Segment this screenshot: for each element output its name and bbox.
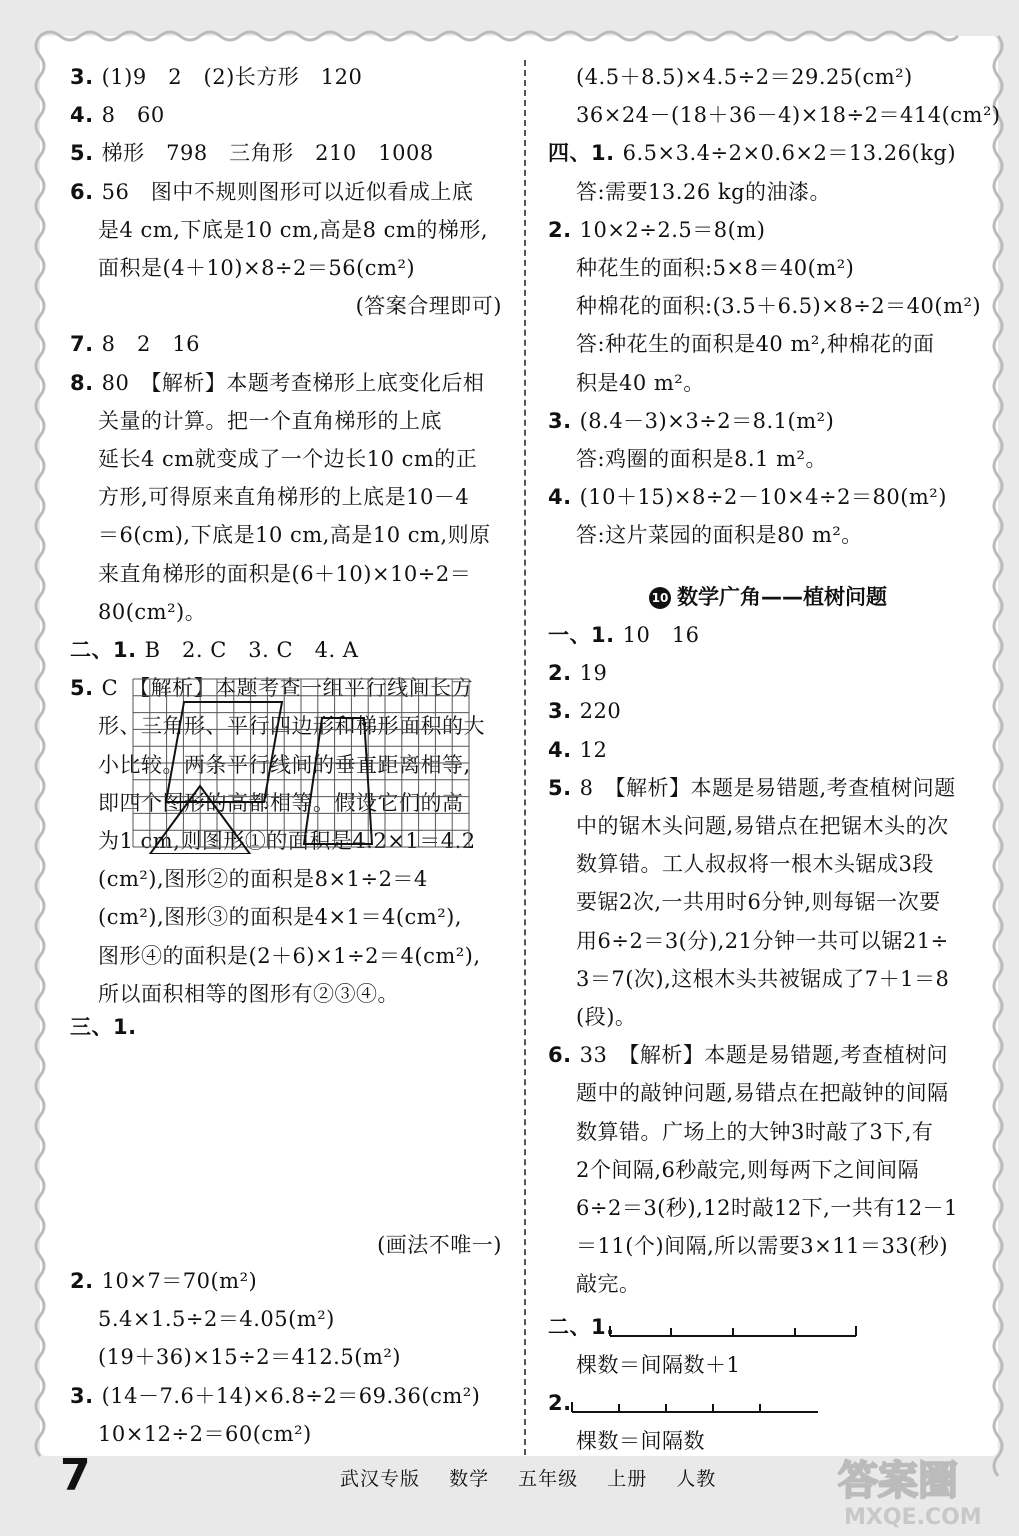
formula-1: 棵数＝间隔数＋1 xyxy=(576,1353,741,1377)
answer-line xyxy=(70,631,358,669)
answer-text: 题中的敲钟问题,易错点在把敲钟的间隔 xyxy=(576,1081,949,1106)
question-number: 5. xyxy=(70,141,94,166)
answer-text: 即四个图形的高都相等。假设它们的高 xyxy=(98,790,464,815)
book-info xyxy=(340,1464,738,1491)
answer-line xyxy=(70,211,488,249)
volume: 上册 xyxy=(607,1468,648,1490)
answer-line xyxy=(70,134,434,172)
question-number: 4. xyxy=(548,485,572,510)
question-number: 4. xyxy=(548,737,572,762)
answer-line xyxy=(70,402,442,440)
question-number: 7. xyxy=(70,332,94,357)
formula-2: 棵数＝间隔数 xyxy=(576,1429,705,1453)
answer-text: 种棉花的面积:(3.5＋6.5)×8÷2＝40(m²) xyxy=(576,294,982,319)
answer-line xyxy=(70,1262,257,1300)
answer-text: (14－7.6＋14)×6.8÷2＝69.36(cm²) xyxy=(101,1383,481,1408)
question-number: 三、1. xyxy=(70,1015,137,1039)
answer-line xyxy=(548,1151,919,1189)
answer-line xyxy=(548,692,621,730)
answer-text: (cm²),图形②的面积是8×1÷2＝4 xyxy=(98,867,428,892)
answer-line xyxy=(548,173,831,211)
page-number: 7 xyxy=(60,1450,91,1501)
subject: 数学 xyxy=(449,1468,490,1490)
answer-text: 10×12÷2＝60(cm²) xyxy=(98,1421,312,1446)
svg-text:MXQE.COM: MXQE.COM xyxy=(844,1505,982,1530)
answer-text: 56 图中不规则图形可以近似看成上底 xyxy=(101,179,474,204)
answer-line xyxy=(548,1189,958,1227)
answer-line xyxy=(548,402,834,440)
answer-text: 来直角梯形的面积是(6＋10)×10÷2＝ xyxy=(98,561,472,586)
answer-line xyxy=(70,478,469,516)
answer-text: 8 2 16 xyxy=(101,332,201,357)
question-number: 6. xyxy=(548,1043,572,1068)
answer-line xyxy=(70,325,200,363)
tree-line-diagram-2 xyxy=(570,1396,822,1416)
answer-text: (8.4－3)×3÷2＝8.1(m²) xyxy=(579,408,835,433)
answer-line xyxy=(70,58,362,96)
answer-text: (段)。 xyxy=(576,1005,637,1029)
answer-text: 答:这片菜园的面积是80 m²。 xyxy=(576,523,863,548)
answer-line xyxy=(548,845,934,883)
answer-line xyxy=(70,1377,480,1415)
answer-text: 10 16 xyxy=(622,623,700,647)
answer-text: 19 xyxy=(579,661,608,686)
answer-line xyxy=(548,654,607,692)
answer-line xyxy=(70,860,428,898)
answer-line xyxy=(548,440,827,478)
answer-line xyxy=(70,249,415,287)
section-title: 数学广角——植树问题 xyxy=(677,585,887,609)
answer-text: 答:种花生的面积是40 m²,种棉花的面 xyxy=(576,332,935,357)
answer-text: (答案合理即可) xyxy=(355,294,502,319)
answer-text: 答:需要13.26 kg的油漆。 xyxy=(576,179,832,204)
answer-line xyxy=(548,249,854,287)
answer-text: 积是40 m²。 xyxy=(576,370,705,395)
answer-text: ＝6(cm),下底是10 cm,高是10 cm,则原 xyxy=(98,523,491,548)
answer-line xyxy=(548,1265,641,1303)
answer-line xyxy=(70,364,484,402)
answer-text: 80(cm²)。 xyxy=(98,599,207,624)
answer-line xyxy=(70,173,473,211)
question-number: 3. xyxy=(70,65,94,89)
answer-text: 方形,可得原来直角梯形的上底是10－4 xyxy=(98,485,470,510)
answer-text: 为1 cm,则图形①的面积是4.2×1＝4.2 xyxy=(98,829,476,853)
answer-text: 种花生的面积:5×8＝40(m²) xyxy=(576,256,855,280)
answer-line xyxy=(70,1415,312,1453)
answer-line xyxy=(548,516,863,554)
answer-line xyxy=(548,96,1001,134)
part2-q2 xyxy=(548,1384,572,1422)
publisher: 人教 xyxy=(676,1468,717,1490)
answer-text: 36×24－(18＋36－4)×18÷2＝414(cm²) xyxy=(576,103,1001,128)
answer-text: 12 xyxy=(579,737,608,762)
answer-line xyxy=(548,883,941,921)
answer-text: 数算错。工人叔叔将一根木头锯成3段 xyxy=(576,852,934,877)
answer-text: 中的锯木头问题,易错点在把锯木头的次 xyxy=(576,814,949,838)
question-number: 3. xyxy=(548,408,572,433)
answer-text: 3＝7(次),这根木头共被锯成了7＋1＝8 xyxy=(576,966,950,991)
answer-line xyxy=(70,937,481,975)
answer-line xyxy=(548,364,705,402)
question-number: 4. xyxy=(70,103,94,128)
answer-text: 小比较。两条平行线间的垂直距离相等, xyxy=(98,752,471,777)
answer-line xyxy=(548,731,607,769)
answer-line xyxy=(70,287,502,325)
column-divider xyxy=(524,60,526,1455)
answer-line xyxy=(548,1227,948,1265)
question-number: 二、1. xyxy=(548,1315,615,1339)
page-footer xyxy=(60,1450,960,1501)
answer-line xyxy=(70,898,462,936)
answer-text: 80 【解析】本题考查梯形上底变化后相 xyxy=(101,370,485,395)
answer-line xyxy=(548,134,956,172)
draw-note: (画法不唯一) xyxy=(377,1233,502,1257)
answer-line xyxy=(70,555,471,593)
answer-text: 6.5×3.4÷2×0.6×2＝13.26(kg) xyxy=(622,141,957,166)
answer-text: 面积是(4＋10)×8÷2＝56(cm²) xyxy=(98,256,416,280)
answer-text: 5.4×1.5÷2＝4.05(m²) xyxy=(98,1307,335,1332)
answer-line xyxy=(70,1300,335,1338)
trapezoid-shape xyxy=(304,718,372,844)
answer-text: 关量的计算。把一个直角梯形的上底 xyxy=(98,408,442,433)
answer-text: 延长4 cm就变成了一个边长10 cm的正 xyxy=(98,447,478,471)
answer-text: 220 xyxy=(579,699,622,724)
part3-q1 xyxy=(70,1008,137,1046)
answer-line xyxy=(70,440,477,478)
answer-line xyxy=(548,960,949,998)
answer-text: B 2. C 3. C 4. A xyxy=(144,638,359,662)
answer-text: 形、三角形、平行四边形和梯形面积的大 xyxy=(98,714,485,739)
svg-text:答案圈: 答案圈 xyxy=(838,1458,958,1504)
answer-line xyxy=(70,1338,401,1376)
answer-line xyxy=(70,516,491,554)
question-number: 2. xyxy=(548,217,572,242)
answer-text: 所以面积相等的图形有②③④。 xyxy=(98,981,399,1006)
answer-line xyxy=(548,769,956,807)
answer-text: (19＋36)×15÷2＝412.5(m²) xyxy=(98,1345,401,1370)
answer-text: 数算错。广场上的大钟3时敲了3下,有 xyxy=(576,1119,934,1144)
question-number: 一、1. xyxy=(548,623,615,647)
answer-line xyxy=(548,478,947,516)
question-number: 3. xyxy=(70,1383,94,1408)
section-heading xyxy=(548,578,988,616)
answer-line xyxy=(548,616,700,654)
answer-text: 2个间隔,6秒敲完,则每两下之间间隔 xyxy=(576,1157,920,1182)
question-number: 5. xyxy=(548,775,572,800)
answer-line xyxy=(548,325,934,363)
answer-line xyxy=(70,96,165,134)
answer-text: 图形④的面积是(2＋6)×1÷2＝4(cm²), xyxy=(98,943,481,968)
question-number: 2. xyxy=(70,1269,94,1293)
answer-text: C 【解析】本题考查一组平行线间长方 xyxy=(101,676,474,701)
watermark-logo xyxy=(832,1450,1002,1530)
answer-line xyxy=(70,593,206,631)
answer-text: 是4 cm,下底是10 cm,高是8 cm的梯形, xyxy=(98,217,489,242)
answer-text: 33 【解析】本题是易错题,考查植树问 xyxy=(579,1043,948,1068)
question-number: 四、1. xyxy=(548,141,615,166)
answer-text: 6÷2＝3(秒),12时敲12下,一共有12－1 xyxy=(576,1196,958,1220)
answer-text: 10×2÷2.5＝8(m) xyxy=(579,217,766,242)
answer-text: (10＋15)×8÷2－10×4÷2＝80(m²) xyxy=(579,485,947,510)
answer-text: 梯形 798 三角形 210 1008 xyxy=(101,141,434,166)
edition: 武汉专版 xyxy=(340,1468,421,1490)
answer-line xyxy=(548,1113,933,1151)
question-number: 2. xyxy=(548,1391,572,1415)
answer-text: 8 60 xyxy=(101,103,165,128)
answer-text: 敲完。 xyxy=(576,1272,641,1297)
answer-text: 用6÷2＝3(分),21分钟一共可以锯21÷ xyxy=(576,928,949,953)
drawing-grid xyxy=(132,678,484,854)
answer-text: (1)9 2 (2)长方形 120 xyxy=(101,65,363,89)
grade: 五年级 xyxy=(518,1468,579,1490)
question-number: 5. xyxy=(70,676,94,701)
question-number: 6. xyxy=(70,179,94,204)
question-number: 3. xyxy=(548,699,572,724)
question-number: 8. xyxy=(70,370,94,395)
answer-text: 答:鸡圈的面积是8.1 m²。 xyxy=(576,447,827,471)
answer-text: (cm²),图形③的面积是4×1＝4(cm²), xyxy=(98,905,462,930)
answer-line xyxy=(548,807,949,845)
answer-line xyxy=(548,287,981,325)
answer-line xyxy=(548,922,949,960)
answer-text: (4.5＋8.5)×4.5÷2＝29.25(cm²) xyxy=(576,65,913,89)
question-number: 二、1. xyxy=(70,638,137,662)
answer-text: 8 【解析】本题是易错题,考查植树问题 xyxy=(579,775,956,800)
answer-line xyxy=(548,58,913,96)
answer-line xyxy=(548,1036,948,1074)
answer-text: ＝11(个)间隔,所以需要3×11＝33(秒) xyxy=(576,1234,949,1259)
tree-line-diagram-1 xyxy=(608,1320,860,1340)
answer-line xyxy=(548,998,636,1036)
section-number-badge: 10 xyxy=(649,587,671,609)
answer-text: 要锯2次,一共用时6分钟,则每锯一次要 xyxy=(576,890,941,915)
part2-q1 xyxy=(548,1308,615,1346)
answer-line xyxy=(548,1074,949,1112)
answer-text: 10×7＝70(m²) xyxy=(101,1269,258,1293)
answer-line xyxy=(548,211,765,249)
question-number: 2. xyxy=(548,661,572,686)
